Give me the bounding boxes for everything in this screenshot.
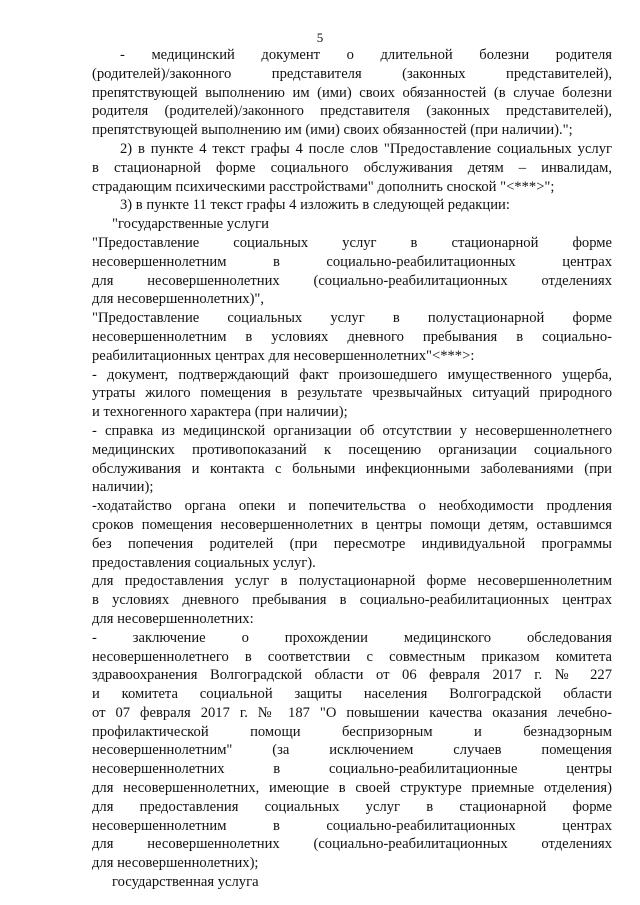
page-number: 5	[316, 30, 324, 45]
text-line: предоставления социальных услуг).	[92, 554, 316, 571]
text-line: несовершеннолетнего в соответствии с совместным приказом комитета	[92, 648, 612, 665]
text-line: 2) в пункте 4 текст графы 4 после слов "Предоставление социальных услуг	[120, 140, 612, 157]
text-line: для несовершеннолетних, имеющие в своей структуре приемные отделения)	[92, 780, 612, 797]
text-line: утраты жилого помещения в результате чрезвычайных ситуаций природного	[92, 385, 612, 402]
text-line: профилактической помощи беспризорным и безнадзорным	[92, 723, 612, 740]
text-line: для предоставления услуг в полустационарной форме несовершеннолетним	[92, 573, 612, 590]
text-line: (родителей)/законного представителя (законных представителей),	[92, 65, 612, 82]
text-line: 3) в пункте 11 текст графы 4 изложить в следующей редакции:	[120, 197, 510, 214]
text-line: несовершеннолетним в условиях дневного пребывания в социально-	[92, 328, 612, 345]
text-line: "государственные услуги	[112, 216, 269, 233]
text-line: "Предоставление социальных услуг в стационарной форме	[92, 234, 612, 251]
text-line: - документ, подтверждающий факт произошедшего имущественного ущерба,	[92, 366, 612, 383]
text-line: от 07 февраля 2017 г. № 187 "О повышении качества оказания лечебно-	[92, 704, 612, 721]
text-line: препятствующей выполнению им (ими) своих обязанностей (при наличии).";	[92, 122, 573, 139]
text-line: для несовершеннолетних (социально-реабилитационных отделениях	[92, 272, 612, 289]
text-line: родителя (родителей)/законного представителя (законных представителей),	[92, 103, 612, 120]
text-line: несовершеннолетним в социально-реабилитационных центрах	[92, 817, 612, 834]
text-line: для несовершеннолетних:	[92, 610, 254, 627]
text-line: "Предоставление социальных услуг в полустационарной форме	[92, 310, 612, 327]
text-line: -ходатайство органа опеки и попечительства о необходимости продления	[92, 498, 612, 515]
text-line: несовершеннолетних в социально-реабилитационные центры	[92, 761, 612, 778]
text-line: без попечения родителей (при пересмотре индивидуальной программы	[92, 535, 612, 552]
text-line: несовершеннолетним" (за исключением случаев помещения	[92, 742, 612, 759]
text-line: несовершеннолетним в социально-реабилитационных центрах	[92, 253, 612, 270]
text-line: для предоставления социальных услуг в стационарной форме	[92, 798, 612, 815]
text-line: препятствующей выполнению им (ими) своих обязанностей (в случае болезни	[92, 84, 612, 101]
text-line: страдающим психическими расстройствами" дополнить сноской "<***>";	[92, 178, 555, 195]
text-line: для несовершеннолетних);	[92, 855, 259, 872]
document-body	[92, 46, 612, 892]
text-line: в условиях дневного пребывания в социально-реабилитационных центрах	[92, 592, 612, 609]
text-line: для несовершеннолетних)",	[92, 291, 265, 308]
text-line: для несовершеннолетних (социально-реабилитационных отделениях	[92, 836, 612, 853]
text-line: наличии);	[92, 479, 154, 496]
text-line: сроков помещения несовершеннолетних в центры помощи детям, оставшимся	[92, 516, 612, 533]
text-line: - справка из медицинской организации об отсутствии у несовершеннолетнего	[92, 422, 612, 439]
text-line: государственная услуга	[112, 874, 259, 891]
text-line: - заключение о прохождении медицинского обследования	[92, 629, 612, 646]
text-line: - медицинский документ о длительной болезни родителя	[120, 47, 612, 63]
text-line: медицинских противопоказаний к посещению организации социального	[92, 441, 612, 458]
text-line: здравоохранения Волгоградской области от 06 февраля 2017 г. № 227	[92, 667, 612, 684]
text-line: и комитета социальной защиты населения Волгоградской области	[92, 686, 612, 703]
text-line: и техногенного характера (при наличии);	[92, 404, 348, 421]
text-line: в стационарной форме социального обслуживания детям – инвалидам,	[92, 159, 612, 176]
text-line: обслуживания и контакта с больными инфекционными заболеваниями (при	[92, 460, 612, 477]
text-line: реабилитационных центрах для несовершеннолетних"<***>:	[92, 347, 475, 364]
